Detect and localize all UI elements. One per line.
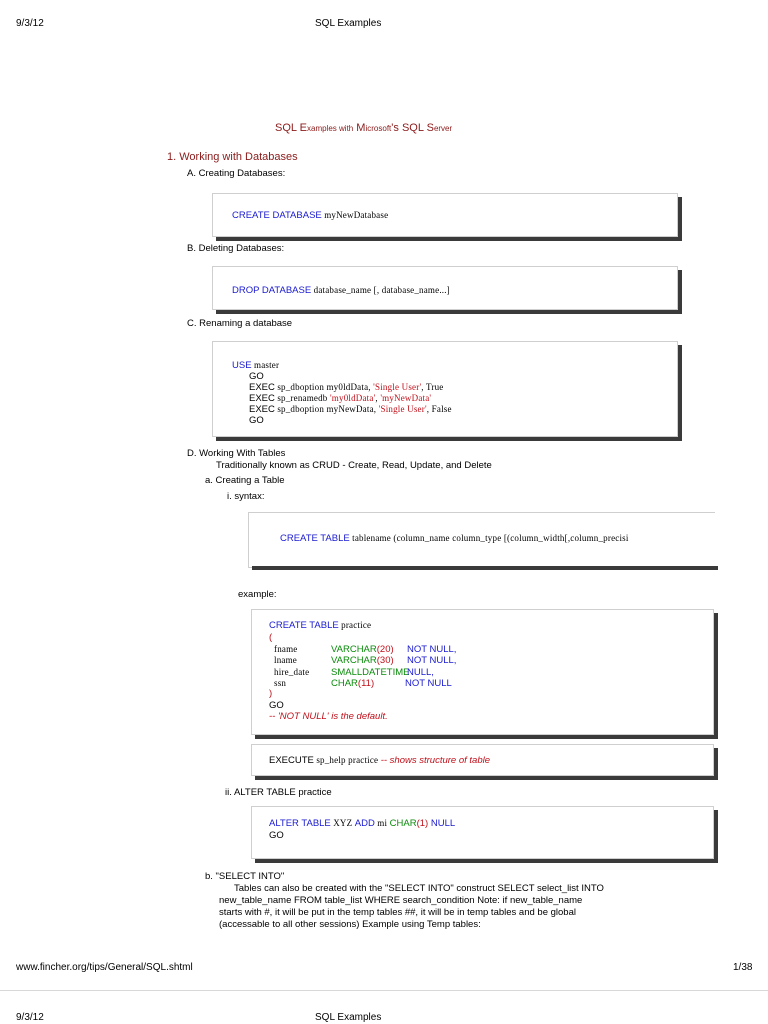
column-constraint: NOT NULL [405, 678, 452, 689]
select-into-text: (accessable to all other sessions) Example using Temp tables: [219, 919, 481, 930]
code-type: VARCHAR [331, 655, 377, 666]
code-box-alter [251, 806, 714, 859]
code-line [269, 620, 371, 631]
code-number: (20) [376, 644, 394, 655]
code-text: , True [421, 382, 444, 392]
code-line: ) [269, 688, 273, 699]
code-text: myNewDatabase [321, 210, 389, 220]
code-keyword: DROP DATABASE [232, 285, 312, 296]
code-text: EXEC [249, 382, 275, 393]
title-part: 's SQL S [391, 122, 434, 134]
column-type [331, 667, 409, 678]
code-text: XYZ [330, 818, 355, 828]
column-constraint: NOT NULL, [407, 655, 457, 666]
code-line [232, 360, 279, 371]
code-text: sp_help practice [313, 755, 381, 765]
code-keyword: USE [232, 360, 252, 371]
code-text: EXEC [249, 393, 275, 404]
code-type: CHAR [389, 818, 417, 829]
code-line [232, 285, 450, 296]
page2-header-title: SQL Examples [315, 1012, 382, 1023]
code-line [249, 382, 443, 393]
doc-title [275, 122, 452, 134]
page2-header-date: 9/3/12 [16, 1012, 44, 1023]
column-type [331, 644, 394, 655]
code-line [249, 404, 452, 415]
subsection-c-label: C. Renaming a database [187, 318, 293, 329]
title-part: SQL E [275, 122, 307, 134]
column-name: hire_date [274, 667, 310, 677]
header-title: SQL Examples [315, 18, 382, 29]
code-line [232, 210, 388, 221]
code-text: mi [374, 818, 390, 828]
code-string: 'Single User' [378, 404, 427, 414]
code-line: ( [269, 632, 273, 643]
subsection-d-label: D. Working With Tables [187, 448, 286, 459]
column-constraint: NOT NULL, [407, 644, 457, 655]
code-line [280, 533, 629, 544]
title-part: icrosoft [365, 124, 392, 133]
code-comment: -- 'NOT NULL' is the default. [269, 711, 388, 722]
column-name: ssn [274, 678, 287, 688]
code-box-create-db [212, 193, 678, 237]
code-keyword: CREATE TABLE [269, 620, 339, 631]
code-keyword: ADD [354, 818, 375, 829]
code-text: tablename (column_name column_type [(column_width[,column_precisi [349, 533, 629, 543]
code-box-execute [251, 744, 714, 776]
example-label: example: [238, 589, 277, 600]
header-date: 9/3/12 [16, 18, 44, 29]
code-comment: -- shows structure of table [380, 755, 490, 766]
code-box-syntax [248, 512, 715, 568]
code-box-example [251, 609, 714, 735]
code-text: EXECUTE [269, 755, 314, 766]
code-keyword: NULL [428, 818, 456, 829]
code-text: master [251, 360, 280, 370]
box-shadow [252, 566, 718, 570]
code-string: 'my0ldData' [329, 393, 376, 403]
column-type [331, 655, 394, 666]
column-type [331, 678, 374, 689]
code-line [249, 393, 431, 404]
code-keyword: CREATE DATABASE [232, 210, 322, 221]
creating-table-label: a. Creating a Table [205, 475, 285, 486]
code-line [269, 818, 455, 829]
footer-page-number: 1/38 [733, 962, 753, 973]
page-divider [0, 990, 768, 991]
select-into-text: new_table_name FROM table_list WHERE search_condition Note: if new_table_name [219, 895, 583, 906]
code-type: VARCHAR [331, 644, 377, 655]
subsection-a-label: A. Creating Databases: [187, 168, 286, 179]
code-string: 'myNewData' [380, 393, 432, 403]
code-line: GO [249, 371, 264, 382]
code-text: practice [338, 620, 372, 630]
crud-description: Traditionally known as CRUD - Create, Read, Update, and Delete [216, 460, 492, 471]
title-part: xamples with [307, 124, 354, 133]
code-line: GO [269, 700, 284, 711]
code-type: CHAR [331, 678, 358, 689]
syntax-label: i. syntax: [227, 491, 265, 502]
code-text: EXEC [249, 404, 275, 415]
code-type: SMALLDATETIME [331, 667, 410, 678]
title-part: erver [433, 124, 453, 133]
section-heading: 1. Working with Databases [167, 151, 298, 163]
alter-table-label: ii. ALTER TABLE practice [225, 787, 332, 798]
code-keyword: ALTER TABLE [269, 818, 331, 829]
code-keyword: CREATE TABLE [280, 533, 350, 544]
code-text: , False [426, 404, 452, 414]
code-text: sp_dboption my0ldData, [274, 382, 374, 392]
code-box-drop-db [212, 266, 678, 310]
column-name: lname [274, 655, 297, 665]
footer-url: www.fincher.org/tips/General/SQL.shtml [16, 962, 193, 973]
subsection-b-label: B. Deleting Databases: [187, 243, 285, 254]
code-text: sp_dboption myNewData, [274, 404, 379, 414]
code-line: GO [269, 830, 284, 841]
select-into-text: Tables can also be created with the "SELECT INTO" construct SELECT select_list INTO [234, 883, 604, 894]
column-constraint: NULL, [407, 667, 434, 678]
code-text: , [375, 393, 381, 403]
code-line: GO [249, 415, 264, 426]
select-into-text: starts with #, it will be put in the temp tables ##, it will be in temp tables and be global [219, 907, 576, 918]
code-string: 'Single User' [373, 382, 422, 392]
select-into-label: b. "SELECT INTO" [205, 871, 285, 882]
code-line [269, 755, 490, 766]
code-text: database_name [, database_name...] [311, 285, 450, 295]
code-box-rename-db [212, 341, 678, 437]
column-name: fname [274, 644, 298, 654]
code-text: sp_renamedb [274, 393, 330, 403]
code-number: (11) [357, 678, 375, 689]
title-part: M [353, 122, 366, 134]
code-number: (30) [376, 655, 394, 666]
code-number: (1) [416, 818, 429, 829]
